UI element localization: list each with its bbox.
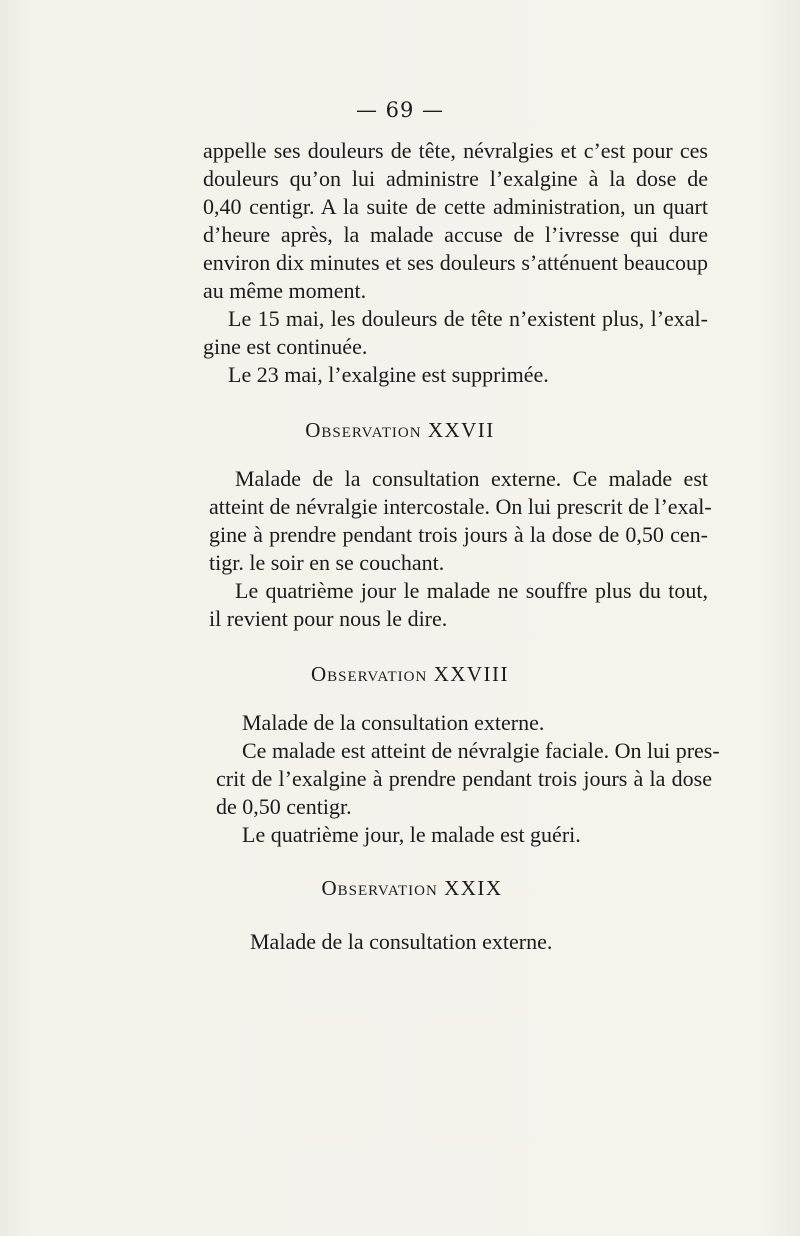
body-text-line: de 0,50 centigr. — [216, 794, 352, 819]
body-text-line: Malade de la consultation externe. Ce malade est — [235, 466, 708, 491]
observation-number: XXVIII — [433, 662, 510, 686]
body-text-line: gine à prendre pendant trois jours à la dose de 0,50 cen- — [209, 522, 708, 547]
body-text-line: crit de l’exalgine à prendre pendant trois jours à la dose — [216, 766, 712, 791]
body-text-line: tigr. le soir en se couchant. — [209, 550, 445, 575]
observation-word: Observation — [310, 662, 428, 686]
body-text-line: 0,40 centigr. A la suite de cette administration, un quart — [203, 194, 708, 219]
body-text-line: il revient pour nous le dire. — [209, 606, 448, 631]
body-text-line: au même moment. — [203, 278, 367, 303]
observation-number: XXIX — [444, 876, 503, 900]
body-text-line: Le 23 mai, l’exalgine est supprimée. — [228, 362, 549, 387]
body-text-line: Le quatrième jour, le malade est guéri. — [242, 822, 581, 847]
body-text-line: d’heure après, la malade accuse de l’ivresse qui dure — [203, 222, 708, 247]
observation-word: Observation — [305, 418, 422, 442]
observation-heading — [0, 418, 800, 443]
observation-word: Observation — [321, 876, 438, 900]
body-text-line: environ dix minutes et ses douleurs s’atténuent beaucoup — [203, 250, 708, 275]
body-text-line: Malade de la consultation externe. — [250, 929, 553, 954]
body-text-line: appelle ses douleurs de tête, névralgies et c’est pour ces — [203, 138, 708, 163]
observation-number: XXVII — [427, 418, 495, 442]
body-text-line: Malade de la consultation externe. — [242, 710, 545, 735]
body-text-line: gine est continuée. — [203, 334, 368, 359]
body-text-line: atteint de névralgie intercostale. On lui prescrit de l’exal- — [209, 494, 712, 519]
body-text-line: Le 15 mai, les douleurs de tête n’existent plus, l’exal- — [228, 306, 708, 331]
body-text-line: Ce malade est atteint de névralgie faciale. On lui pres- — [242, 738, 720, 763]
page-number: — 69 — — [355, 98, 445, 122]
body-text-line: douleurs qu’on lui administre l’exalgine à la dose de — [203, 166, 708, 191]
body-text-line: Le quatrième jour le malade ne souffre plus du tout, — [235, 578, 708, 603]
observation-heading — [10, 662, 800, 687]
observation-heading — [12, 876, 800, 901]
